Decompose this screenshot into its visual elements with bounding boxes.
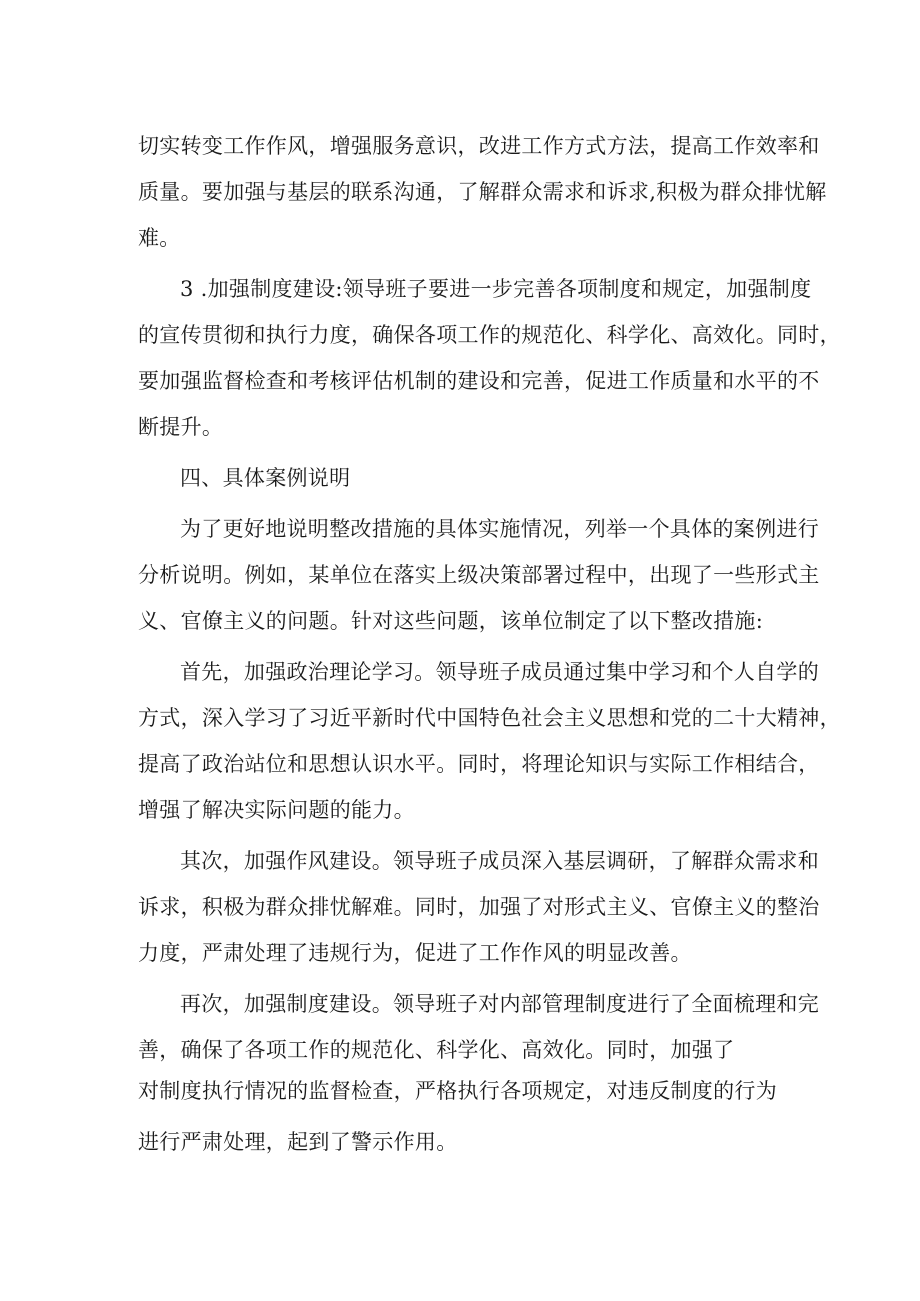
paragraph-line: 难。	[138, 226, 181, 250]
paragraph-line: 质量。要加强与基层的联系沟通，了解群众需求和诉求,积极为群众排忧解	[138, 180, 827, 204]
paragraph-line: 为了更好地说明整改措施的具体实施情况，列举一个具体的案例进行	[180, 517, 819, 541]
paragraph-line: 分析说明。例如，某单位在落实上级决策部署过程中，出现了一些形式主	[138, 563, 820, 587]
paragraph-line: 再次，加强制度建设。领导班子对内部管理制度进行了全面梳理和完	[180, 992, 819, 1016]
section-heading-line: 3 .加强制度建设:领导班子要进一步完善各项制度和规定，加强制度	[180, 277, 812, 301]
paragraph-line: 其次，加强作风建设。领导班子成员深入基层调研，了解群众需求和	[180, 849, 819, 873]
paragraph-line: 善，确保了各项工作的规范化、科学化、高效化。同时，加强了	[138, 1038, 735, 1062]
paragraph-line: 断提升。	[138, 415, 224, 439]
paragraph-line: 义、官僚主义的问题。针对这些问题，该单位制定了以下整改措施:	[138, 609, 764, 633]
paragraph-line: 诉求，积极为群众排忧解难。同时，加强了对形式主义、官僚主义的整治	[138, 895, 820, 919]
paragraph-line: 方式，深入学习了习近平新时代中国特色社会主义思想和党的二十大精神，	[138, 706, 841, 730]
paragraph-line: 力度，严肃处理了违规行为，促进了工作作风的明显改善。	[138, 941, 692, 965]
paragraph-line: 增强了解决实际问题的能力。	[138, 798, 415, 822]
paragraph-line: 要加强监督检查和考核评估机制的建设和完善，促进工作质量和水平的不	[138, 369, 820, 393]
paragraph-line: 切实转变工作作风，增强服务意识，改进工作方式方法，提高工作效率和	[138, 134, 820, 158]
paragraph-line: 进行严肃处理，起到了警示作用。	[138, 1130, 458, 1154]
paragraph-line: 提高了政治站位和思想认识水平。同时，将理论知识与实际工作相结合，	[138, 752, 820, 776]
paragraph-line: 首先，加强政治理论学习。领导班子成员通过集中学习和个人自学的	[180, 660, 819, 684]
section-heading: 四、具体案例说明	[180, 466, 351, 490]
paragraph-line: 对制度执行情况的监督检查，严格执行各项规定，对违反制度的行为	[138, 1079, 777, 1103]
paragraph-line: 的宣传贯彻和执行力度，确保各项工作的规范化、科学化、高效化。同时，	[138, 323, 841, 347]
